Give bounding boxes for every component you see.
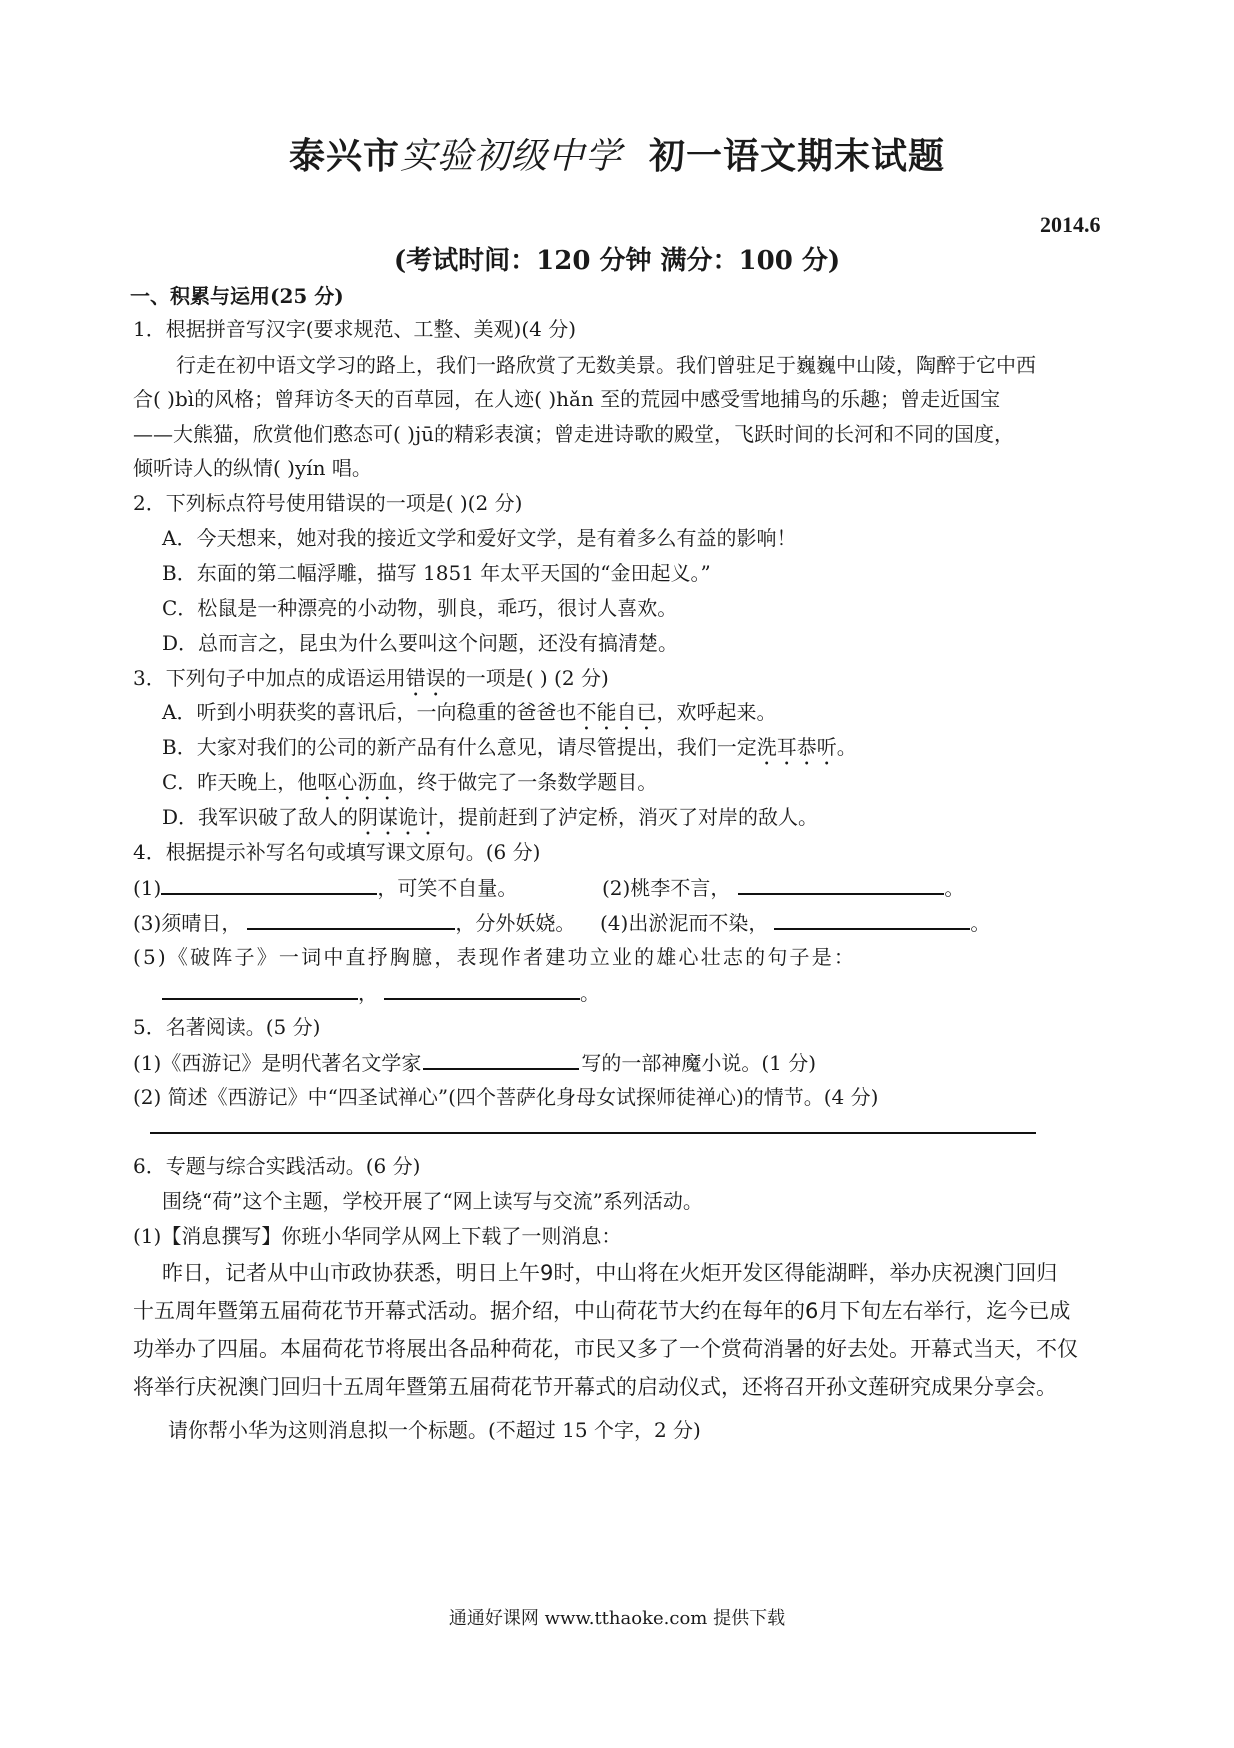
item-text: (3)须晴日， [133, 911, 242, 935]
q6-stem: 6．专题与综合实践活动。(6 分) [133, 1154, 421, 1178]
item-text: ，分外妖娆。 [455, 911, 576, 935]
item-text: 。 [944, 876, 965, 900]
answer-blank[interactable] [774, 908, 970, 930]
q4-item-5-blanks [162, 978, 600, 1007]
q4-item-3 [133, 908, 575, 937]
answer-blank[interactable] [423, 1048, 579, 1070]
title-school: 实验初级中学 [399, 136, 622, 177]
q1-stem: 1．根据拼音写汉字(要求规范、工整、美观)(4 分) [133, 317, 577, 341]
answer-blank[interactable] [384, 978, 580, 1000]
item-text: (1)《西游记》是明代著名文学家 [133, 1051, 422, 1075]
page-footer: 通通好课网 www.tthaoke.com 提供下载 [448, 1608, 786, 1629]
item-text: 。 [580, 981, 600, 1005]
dotted-idiom: 不能自已 [576, 700, 657, 724]
q3-option-c [162, 768, 657, 805]
q4-item-2 [602, 873, 964, 902]
page-title [0, 128, 1234, 179]
section-heading: 一、积累与运用(25 分) [130, 284, 344, 308]
news-line: 将举行庆祝澳门回归十五周年暨第五届荷花节开幕式的启动仪式，还将召开孙文莲研究成果分享会。 [133, 1375, 1057, 1399]
item-number: (1) [133, 876, 162, 900]
option-text: D．我军识破了敌人的 [162, 805, 359, 829]
dotted-idiom: 阴谋诡计 [358, 805, 439, 829]
q1-para-line: 行走在初中语文学习的路上，我们一路欣赏了无数美景。我们曾驻足于巍巍中山陵，陶醉于它中西 [176, 353, 1036, 377]
item-text: ，可笑不自量。 [377, 876, 518, 900]
q3-stem-text: 3．下列句子中加点的成语运用 [133, 666, 406, 690]
q3-stem-emphasis: 错误 [405, 666, 446, 690]
dotted-idiom: 呕心沥血 [317, 770, 398, 794]
answer-blank[interactable] [161, 873, 377, 895]
option-text: 。 [836, 735, 857, 759]
option-text: ，终于做完了一条数学题目。 [397, 770, 658, 794]
option-text: C．昨天晚上，他 [162, 770, 318, 794]
q6-intro: 围绕“荷”这个主题，学校开展了“网上读写与交流”系列活动。 [162, 1189, 703, 1213]
q6-sub1: (1)【消息撰写】你班小华同学从网上下载了一则消息： [133, 1224, 622, 1248]
q5-item-2: (2) 简述《西游记》中“四圣试禅心”(四个菩萨化身母女试探师徒禅心)的情节。(4 分) [133, 1085, 879, 1109]
q4-stem: 4．根据提示补写名句或填写课文原句。(6 分) [133, 840, 541, 864]
option-text: A．听到小明获奖的喜讯后，一向稳重的爸爸也 [162, 700, 577, 724]
q4-item-1 [133, 873, 517, 902]
q3-stem-text: 的一项是( ) (2 分) [445, 666, 609, 690]
q2-option-d: D．总而言之，昆虫为什么要叫这个问题，还没有搞清楚。 [162, 631, 679, 655]
item-text: ， [358, 981, 378, 1005]
news-line: 功举办了四届。本届荷花节将展出各品种荷花，市民又多了一个赏荷消暑的好去处。开幕式当天，不仅 [133, 1337, 1078, 1361]
item-text: 。 [970, 911, 991, 935]
option-text: ，欢呼起来。 [656, 700, 777, 724]
answer-line[interactable] [150, 1132, 1036, 1134]
exam-date: 2014.6 [1040, 212, 1101, 237]
q2-option-c: C．松鼠是一种漂亮的小动物，驯良，乖巧，很讨人喜欢。 [162, 596, 678, 620]
q3-stem [133, 664, 609, 701]
q4-item-4 [600, 908, 990, 937]
q3-option-b [162, 733, 857, 770]
dotted-idiom: 洗耳恭听 [756, 735, 837, 759]
q1-para-line: 合( )bì的风格；曾拜访冬天的百草园，在人迹( )hǎn 至的荒园中感受雪地捕鸟的乐趣；曾走近国宝 [133, 387, 1001, 411]
answer-blank[interactable] [738, 873, 944, 895]
title-city: 泰兴市 [288, 136, 400, 177]
q3-option-a [162, 698, 776, 735]
q3-option-d [162, 803, 818, 840]
answer-blank[interactable] [162, 978, 358, 1000]
q1-para-line: ——大熊猫，欣赏他们憨态可( )jū的精彩表演；曾走进诗歌的殿堂，飞跃时间的长河和不同的国度， [133, 422, 1015, 446]
q2-option-b: B．东面的第二幅浮雕，描写 1851 年太平天国的“金田起义。” [162, 561, 711, 585]
q5-item-1 [133, 1048, 816, 1077]
title-exam: 初一语文期末试题 [649, 136, 946, 177]
item-text: 写的一部神魔小说。(1 分) [581, 1051, 817, 1075]
news-line: 十五周年暨第五届荷花节开幕式活动。据介绍，中山荷花节大约在每年的6月下旬左右举行，迄今已成 [133, 1299, 1071, 1323]
q6-ask: 请你帮小华为这则消息拟一个标题。(不超过 15 个字，2 分) [168, 1418, 701, 1442]
item-text: (2)桃李不言， [602, 876, 731, 900]
q5-stem: 5．名著阅读。(5 分) [133, 1015, 321, 1039]
option-text: ，提前赶到了泸定桥，消灭了对岸的敌人。 [438, 805, 819, 829]
exam-subtitle: (考试时间：120 分钟 满分：100 分) [393, 246, 841, 276]
news-line: 昨日，记者从中山市政协获悉，明日上午9时，中山将在火炬开发区得能湖畔，举办庆祝澳门回归 [162, 1261, 1058, 1285]
q1-para-line: 倾听诗人的纵情( )yín 唱。 [133, 456, 372, 480]
q2-stem: 2．下列标点符号使用错误的一项是( )(2 分) [133, 491, 523, 515]
answer-blank[interactable] [247, 908, 455, 930]
option-text: B．大家对我们的公司的新产品有什么意见，请尽管提出，我们一定 [162, 735, 757, 759]
q2-option-a: A．今天想来，她对我的接近文学和爱好文学，是有着多么有益的影响！ [162, 526, 797, 550]
q4-item-5: (5)《破阵子》一词中直抒胸臆，表现作者建功立业的雄心壮志的句子是： [133, 945, 857, 969]
item-text: (4)出淤泥而不染， [600, 911, 769, 935]
